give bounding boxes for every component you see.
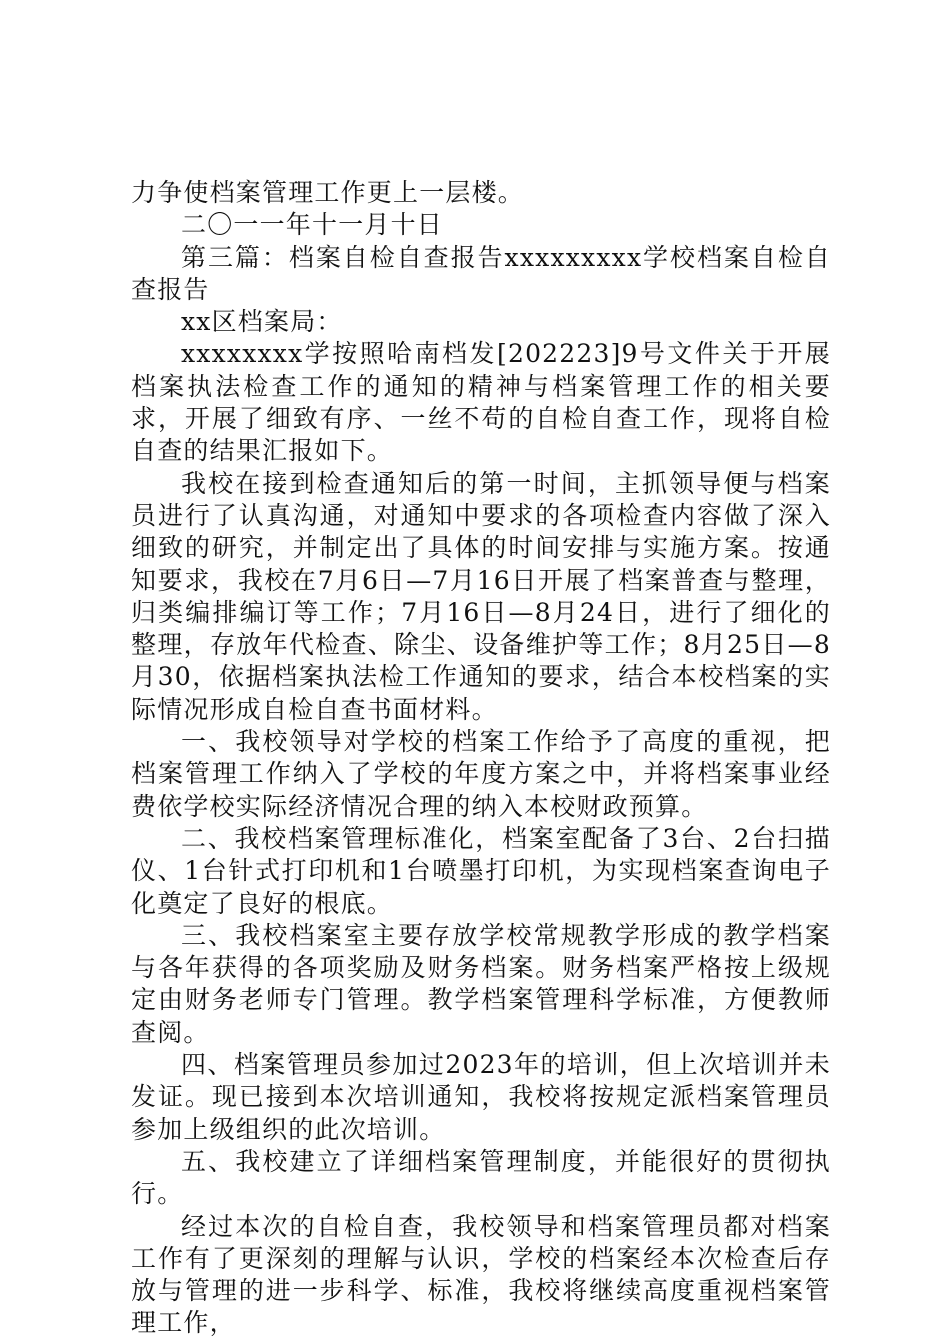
paragraph-process: 我校在接到检查通知后的第一时间，主抓领导便与档案员进行了认真沟通，对通知中要求的各项检查内容做了深入细致的研究，并制定出了具体的时间安排与实施方案。按通知要求，我校在7月6日—7月16日开展了档案普查与整理，归类编排编订等工作；7月16日—8月24日，进行了细化的整理，存放年代检查、除尘、设备维护等工作；8月25日—8月30，依据档案执法检工作通知的要求，结合本校档案的实际情况形成自检自查书面材料。 [131, 468, 831, 724]
paragraph-intro: xxxxxxxx学按照哈南档发[202223]9号文件关于开展档案执法检查工作的通知的精神与档案管理工作的相关要求，开展了细致有序、一丝不苟的自检自查工作，现将自检自查的结果汇报如下。 [131, 339, 831, 466]
paragraph-conclusion: 经过本次的自检自查，我校领导和档案管理员都对档案工作有了更深刻的理解与认识，学校的档案经本次检查后存放与管理的进一步科学、标准，我校将继续高度重视档案管理工作， [131, 1211, 831, 1338]
paragraph-point-3: 三、我校档案室主要存放学校常规教学形成的教学档案与各年获得的各项奖励及财务档案。财务档案严格按上级规定由财务老师专门管理。教学档案管理科学标准，方便教师查阅。 [131, 920, 831, 1047]
document-body [131, 177, 831, 1340]
paragraph-point-1: 一、我校领导对学校的档案工作给予了高度的重视，把档案管理工作纳入了学校的年度方案之中，并将档案事业经费依学校实际经济情况合理的纳入本校财政预算。 [131, 727, 831, 821]
paragraph-addressee: xx区档案局： [181, 307, 343, 337]
paragraph-point-2: 二、我校档案管理标准化，档案室配备了3台、2台扫描仪、1台针式打印机和1台喷墨打印机，为实现档案查询电子化奠定了良好的根底。 [131, 823, 831, 918]
paragraph-closing-line: 力争使档案管理工作更上一层楼。 [131, 178, 525, 207]
paragraph-date: 二〇一一年十一月十日 [181, 210, 444, 240]
paragraph-point-5: 五、我校建立了详细档案管理制度，并能很好的贯彻执行。 [131, 1146, 831, 1209]
paragraph-section-title: 第三篇：档案自检自查报告xxxxxxxxx学校档案自检自查报告 [131, 242, 831, 304]
paragraph-point-4: 四、档案管理员参加过2023年的培训，但上次培训并未发证。现已接到本次培训通知，我校将按规定派档案管理员参加上级组织的此次培训。 [131, 1050, 831, 1144]
